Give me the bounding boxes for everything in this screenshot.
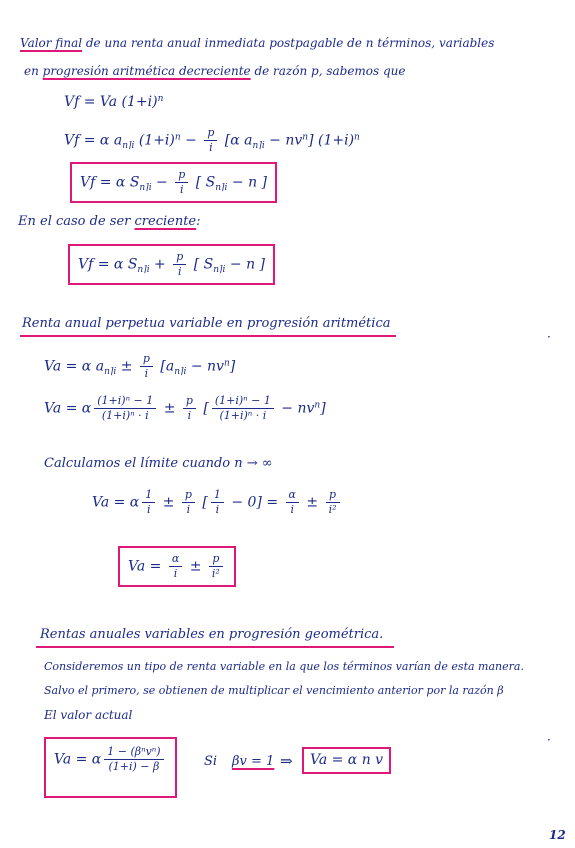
s1-eq2-f: n⌉i — [252, 141, 265, 152]
s2-box-b: n⌉i — [137, 265, 150, 276]
s1-box-c: − — [151, 174, 173, 191]
s2-box-frac — [173, 250, 186, 279]
s2-box-a: Vf = α S — [78, 256, 138, 273]
s1-eq2-sup: n — [174, 132, 181, 143]
s3-eq2-b: ± — [159, 400, 180, 417]
s3-eq2-frac3 — [212, 394, 274, 423]
s1-eq2-d: − — [180, 132, 202, 149]
s3-eq1-g: ] — [229, 358, 236, 375]
s3-eq1-d: [a — [155, 358, 175, 375]
frac-num: (1+i)ⁿ − 1 — [94, 394, 156, 409]
s1-eq1-sup: n — [157, 94, 164, 104]
s4-simple-box: Va = α n v — [302, 747, 391, 774]
s1-line1-text: de una renta anual inmediata postpagable de n términos, variables — [82, 36, 495, 50]
s1-eq2-h: ] (1+i) — [308, 132, 355, 149]
frac-den: i² — [211, 566, 220, 580]
s3-result-box — [118, 546, 236, 587]
s3-eq2-c: [ — [198, 400, 209, 417]
s2-box-c: + — [149, 256, 171, 273]
frac-num: p — [183, 394, 196, 409]
s3-title-rule — [20, 335, 396, 337]
frac-den: i — [144, 366, 149, 380]
frac-num: p — [326, 488, 340, 503]
s1-eq2-sup3: n — [354, 132, 360, 143]
s3-box-frac2 — [209, 552, 223, 581]
frac-den: i — [173, 566, 178, 580]
s1-eq1 — [64, 94, 163, 111]
s3-eq3-frac3 — [211, 488, 224, 517]
stray-dot-1: · — [547, 330, 551, 344]
frac-den: (1+i)ⁿ · i — [219, 408, 267, 422]
s2-result-box — [68, 244, 275, 285]
s1-box-d: [ S — [191, 174, 216, 191]
frac-num: p — [140, 352, 153, 367]
s4-line3: El valor actual — [44, 708, 133, 722]
s4-title-rule — [36, 646, 394, 648]
frac-num: (1+i)ⁿ − 1 — [212, 394, 274, 409]
s3-eq2-d: − nv — [276, 400, 315, 417]
frac-den: i — [180, 182, 184, 196]
frac-den: (1+i) − β — [108, 759, 160, 773]
frac-num: α — [286, 488, 299, 503]
frac-den: i — [215, 502, 220, 516]
s2-box-f: − n ] — [225, 256, 265, 273]
s3-eq3-e: ± — [301, 494, 323, 511]
s1-eq1-text: Vf = Va (1+i) — [64, 94, 158, 110]
frac-num: p — [182, 488, 195, 503]
frac-den: i — [186, 502, 191, 516]
s1-line2 — [24, 64, 406, 78]
s1-line2-underlined: progresión aritmética decreciente — [42, 64, 251, 78]
s2-box-e: n⌉i — [213, 265, 226, 276]
frac-num: p — [175, 168, 188, 183]
frac-den: i² — [328, 502, 337, 516]
s1-eq2-frac — [204, 126, 217, 155]
s1-box-f: − n ] — [227, 174, 267, 191]
s3-eq1-b: n⌉i — [104, 367, 117, 378]
s3-eq3-c: [ — [197, 494, 208, 511]
frac-den: i — [290, 502, 294, 516]
s3-eq1-e: n⌉i — [174, 367, 187, 378]
frac-num: 1 — [142, 488, 155, 503]
stray-dot-2: · — [547, 733, 551, 747]
s2-line — [18, 214, 201, 230]
s3-eq2-e: ] — [320, 400, 326, 417]
frac-den: i — [178, 264, 182, 278]
s1-eq2-b: n⌉i — [122, 141, 135, 152]
s3-eq3-frac4 — [286, 488, 299, 517]
frac-den: i — [147, 502, 151, 516]
s3-eq2 — [44, 394, 326, 423]
s4-line2: Salvo el primero, se obtienen de multiplicar el vencimiento anterior por la razón β — [44, 684, 504, 697]
s3-title: Renta anual perpetua variable en progresión aritmética — [22, 316, 391, 331]
frac-num: 1 — [211, 488, 224, 503]
frac-den: i — [209, 140, 213, 154]
s3-eq3-a: Va = α — [92, 494, 140, 511]
s2-post: : — [196, 214, 201, 229]
s1-result-box — [70, 162, 277, 203]
frac-num: p — [204, 126, 217, 141]
s3-eq3-frac2 — [182, 488, 195, 517]
s3-eq3-d: − 0] = — [226, 494, 283, 511]
s1-title: Valor final — [20, 36, 83, 50]
s4-arrow: ⇒ — [280, 752, 293, 770]
s4-line1: Consideremos un tipo de renta variable en la que los términos varían de esta manera. — [44, 660, 524, 673]
s2-underlined: creciente — [134, 214, 197, 229]
s3-limit-text: Calculamos el límite cuando n → ∞ — [44, 456, 273, 471]
frac-den: (1+i)ⁿ · i — [101, 408, 149, 422]
s3-eq2-frac1 — [94, 394, 156, 423]
s4-condition: βv = 1 — [232, 754, 275, 769]
s1-eq2 — [64, 126, 360, 155]
frac-den: i — [187, 408, 192, 422]
frac-num: α — [169, 552, 182, 567]
frac-num: 1 − (βⁿvⁿ) — [104, 745, 163, 760]
s3-box-frac1 — [169, 552, 182, 581]
s1-box-b: n⌉i — [139, 183, 152, 194]
s3-eq1 — [44, 352, 235, 381]
s1-eq2-e: [α a — [220, 132, 253, 149]
s3-eq2-sup: n — [314, 400, 321, 411]
page-number: 12 — [549, 828, 566, 842]
s1-line2-pre: en — [24, 64, 43, 78]
frac-num: p — [209, 552, 223, 567]
s3-eq3-b: ± — [158, 494, 179, 511]
s1-eq2-sup2: n — [302, 132, 309, 143]
s3-eq2-frac2 — [183, 394, 196, 423]
s2-box-d: [ S — [189, 256, 214, 273]
s3-eq1-c: ± — [116, 358, 137, 375]
s3-eq3 — [92, 488, 343, 517]
s4-si: Si — [204, 754, 218, 769]
s4-box-frac — [104, 745, 163, 774]
s3-eq1-a: Va = α a — [44, 358, 105, 375]
s4-result-box — [44, 737, 177, 798]
s4-title: Rentas anuales variables en progresión geométrica. — [40, 627, 384, 642]
s2-pre: En el caso de ser — [18, 214, 135, 229]
s1-box-frac — [175, 168, 188, 197]
s1-eq2-a: Vf = α a — [64, 132, 123, 149]
s1-eq2-g: − nv — [264, 132, 303, 149]
s1-box-e: n⌉i — [215, 183, 228, 194]
frac-num: p — [173, 250, 186, 265]
s1-line1 — [20, 36, 494, 50]
s1-eq2-c: (1+i) — [134, 132, 175, 149]
s3-eq3-frac5 — [326, 488, 340, 517]
s1-line2-rest: de razón p, sabemos que — [250, 64, 406, 78]
s3-eq3-frac1 — [142, 488, 155, 517]
s3-eq1-sup: n — [223, 358, 230, 369]
s3-eq1-frac — [140, 352, 153, 381]
s3-box-a: Va = — [128, 558, 166, 575]
s1-box-a: Vf = α S — [80, 174, 140, 191]
s3-eq1-f: − nv — [186, 358, 224, 375]
s3-box-b: ± — [185, 558, 206, 575]
s4-box-a: Va = α — [54, 751, 102, 768]
s3-eq2-a: Va = α — [44, 400, 92, 417]
